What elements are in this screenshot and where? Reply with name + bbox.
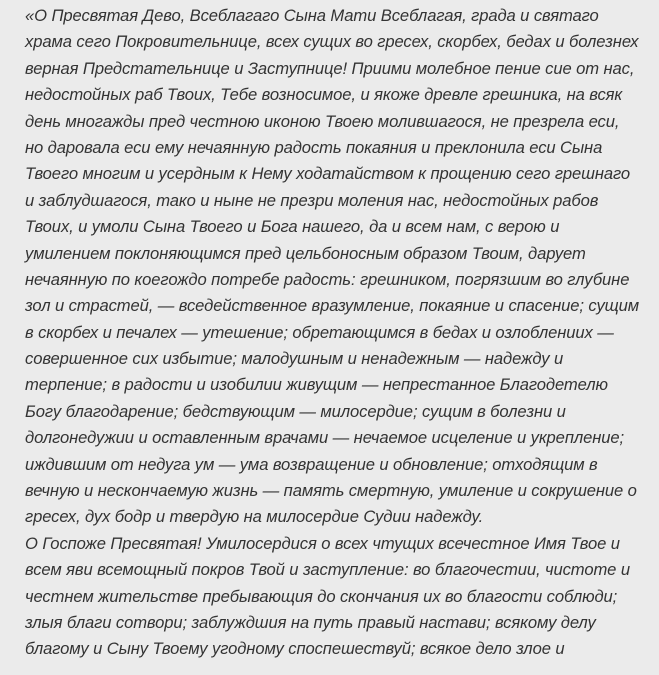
text-line: Твоего многим и усердным к Нему ходатайством к прощению сего грешнаго [25,164,631,184]
text-line: долгонедужии и оставленным врачами — нечаемое исцеление и укрепление; [25,428,625,448]
text-line: терпение; в радости и изобилии живущим — непрестанное Благодетелю [25,375,608,395]
text-line: храма сего Покровительнице, всех сущих во гресех, скорбех, бедах и болезнех [25,32,639,52]
text-line: зол и страстей, — вседейственное вразумление, покаяние и спасение; сущим [25,296,640,316]
text-line: нечаянную по коегождо потребе радость: грешником, погрязшим во глубине [25,269,630,289]
text-line: в скорбех и печалех — утешение; обретающимся в бедах и озлоблениих — [25,322,614,342]
text-line: Богу благодарение; бедствующим — милосердие; сущим в болезни и [25,401,566,421]
text-line: Твоих, и умоли Сына Твоего и Бога нашего, да и всем нам, с верою и [25,217,560,237]
text-line: гресех, дух бодр и твердую на милосердие Судии надежду. [25,507,484,527]
text-line: злыя благи сотвори; заблуждшия на путь правый настави; всякому делу [25,612,596,632]
text-line: совершенное сих избытие; малодушным и ненадежным — надежду и [25,349,564,369]
text-line: но даровала еси ему нечаянную радость покаяния и преклонила еси Сына [25,137,603,157]
text-line: недостойных раб Твоих, Тебе возносимое, и якоже древле грешника, на всяк [25,85,623,105]
text-line: верная Предстательнице и Заступнице! Приими молебное пение сие от нас, [25,58,635,78]
text-line: вечную и нескончаемую жизнь — память смертную, умиление и сокрушение о [25,481,637,501]
text-line: день многажды пред честною иконою Твоею молившагося, не презрела еси, [25,111,620,131]
text-line: умилением поклоняющимся пред цельбоносным образом Твоим, дарует [25,243,586,263]
text-line: и заблудшагося, тако и ныне не презри моления нас, недостойных рабов [25,190,599,210]
text-line: иждившим от недуга ум — ума возвращение и обновление; отходящим в [25,454,598,474]
text-line: О Госпоже Пресвятая! Умилосердися о всех чтущих всечестное Имя Твое и [25,533,620,553]
text-line: благому и Сыну Твоему угодному споспешествуй; всякое дело злое и [25,639,565,659]
text-line: «О Пресвятая Дево, Всеблагаго Сына Мати Всеблагая, града и святаго [25,6,599,25]
prayer-text [25,3,659,663]
text-line: честнем жительстве пребывающия до скончания их во благости соблюди; [25,586,618,606]
text-line: всем яви всемощный покров Твой и заступление: во благочестии, чистоте и [25,560,630,580]
